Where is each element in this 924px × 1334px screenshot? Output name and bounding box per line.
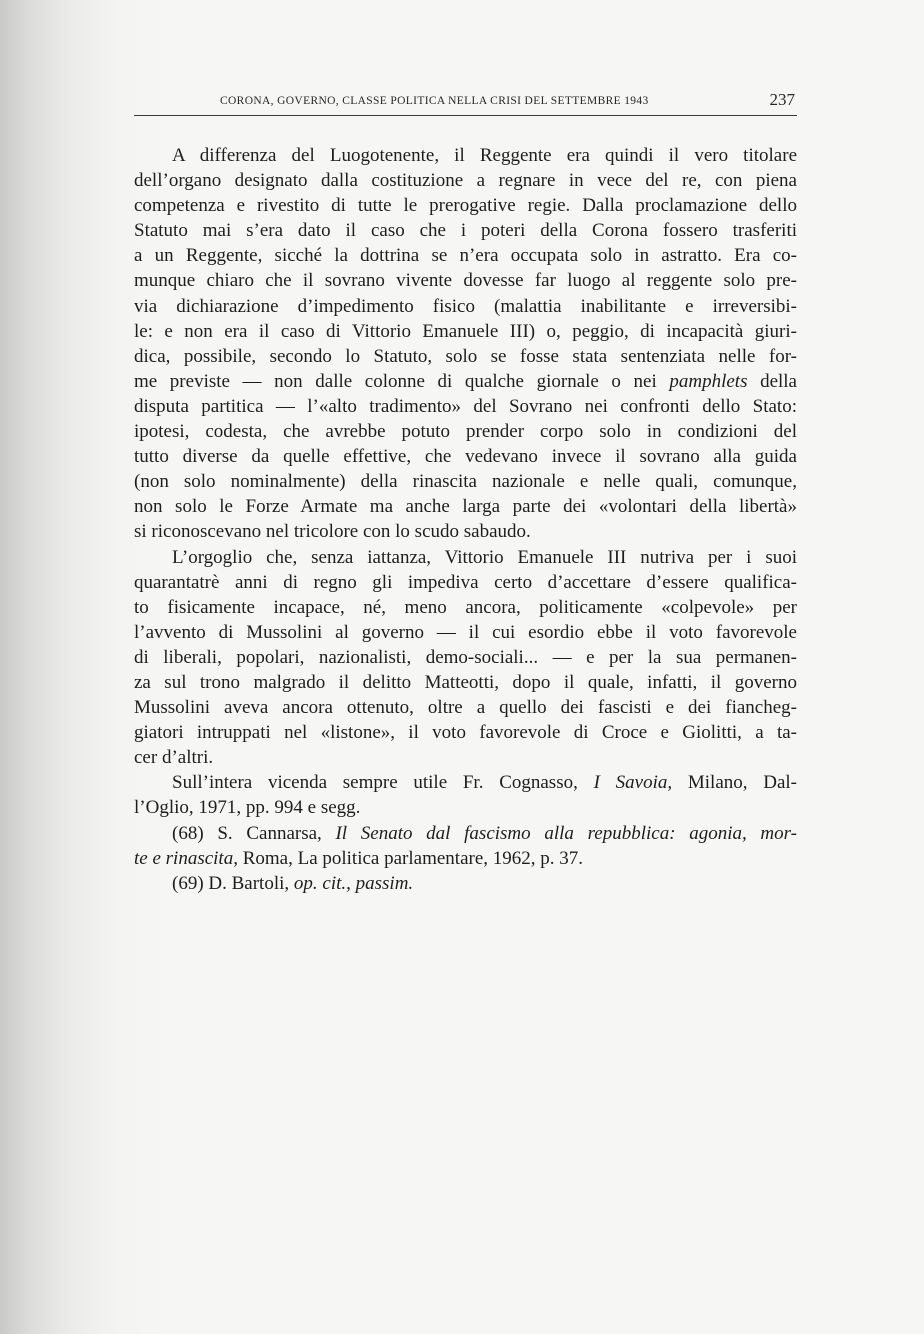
text-line: Statuto mai s’era dato il caso che i poteri della Corona fossero trasferiti bbox=[134, 220, 797, 242]
footnote-69 bbox=[134, 871, 797, 896]
text-line: via dichiarazione d’impedimento fisico (malattia inabilitante e irreversibi- bbox=[134, 295, 797, 317]
book-title: I Savoia, bbox=[593, 772, 673, 794]
text-line: disputa partitica — l’«alto tradimento» del Sovrano nei confronti dello Stato: bbox=[134, 395, 797, 417]
text-segment: Sull’intera vicenda sempre utile Fr. Cognasso, bbox=[172, 772, 594, 794]
text-line: dica, possibile, secondo lo Statuto, solo se fosse stata sentenziata nelle for- bbox=[134, 345, 797, 367]
paragraph-1 bbox=[134, 143, 797, 545]
text-segment: me previste — non dalle colonne di qualche giornale o nei bbox=[134, 370, 670, 392]
text-line: a un Reggente, sicché la dottrina se n’era occupata solo in astratto. Era co- bbox=[134, 245, 797, 267]
text-line: tutto diverse da quelle effettive, che vedevano invece il sovrano alla guida bbox=[134, 446, 797, 468]
text-line-mixed bbox=[134, 846, 797, 871]
text-line: za sul trono malgrado il delitto Matteotti, dopo il quale, infatti, il governo bbox=[134, 671, 797, 693]
text-line: munque chiaro che il sovrano vivente dovesse far luogo al reggente solo pre- bbox=[134, 270, 797, 292]
running-head-title: CORONA, GOVERNO, CLASSE POLITICA NELLA CRISI DEL SETTEMBRE 1943 bbox=[220, 95, 649, 107]
book-title: te e rinascita, bbox=[134, 847, 238, 869]
text-segment: Milano, Dal- bbox=[672, 772, 797, 794]
text-line: quarantatrè anni di regno gli impediva certo d’accettare d’essere qualifica- bbox=[134, 571, 797, 593]
paragraph-3 bbox=[134, 770, 797, 820]
text-line-mixed bbox=[134, 871, 797, 896]
text-line: competenza e rivestito di tutte le prerogative regie. Dalla proclamazione dello bbox=[134, 195, 797, 217]
text-line: (non solo nominalmente) della rinascita nazionale e nelle quali, comunque, bbox=[134, 471, 797, 493]
text-line: di liberali, popolari, nazionalisti, demo-sociali... — e per la sua permanen- bbox=[134, 646, 797, 668]
text-line: dell’organo designato dalla costituzione a regnare in vece del re, con piena bbox=[134, 170, 797, 192]
book-title: Il Senato dal fascismo alla repubblica: agonia, mor- bbox=[335, 822, 797, 844]
text-line: cer d’altri. bbox=[134, 747, 214, 769]
text-line: si riconoscevano nel tricolore con lo scudo sabaudo. bbox=[134, 521, 531, 543]
text-line: l’avvento di Mussolini al governo — il cui esordio ebbe il voto favorevole bbox=[134, 621, 797, 643]
header-rule bbox=[134, 115, 797, 116]
footnote-68 bbox=[134, 821, 797, 871]
text-segment: della bbox=[747, 370, 797, 392]
text-line: giatori intruppati nel «listone», il voto favorevole di Croce e Giolitti, a ta- bbox=[134, 722, 797, 744]
text-line: non solo le Forze Armate ma anche larga parte dei «volontari della libertà» bbox=[134, 496, 797, 518]
text-segment: (69) D. Bartoli, bbox=[172, 872, 294, 894]
body-text bbox=[134, 143, 797, 896]
text-line: Mussolini aveva ancora ottenuto, oltre a quello dei fascisti e dei fiancheg- bbox=[134, 697, 797, 719]
text-line-mixed bbox=[134, 770, 797, 795]
text-segment: (68) S. Cannarsa, bbox=[172, 822, 336, 844]
page-header bbox=[134, 90, 797, 116]
text-line: l’Oglio, 1971, pp. 994 e segg. bbox=[134, 797, 361, 819]
citation-abbreviation: op. cit., passim. bbox=[293, 872, 414, 894]
text-line-mixed bbox=[134, 369, 797, 394]
text-line: A differenza del Luogotenente, il Reggente era quindi il vero titolare bbox=[172, 145, 797, 166]
text-line: L’orgoglio che, senza iattanza, Vittorio Emanuele III nutriva per i suoi bbox=[172, 546, 797, 568]
paragraph-2 bbox=[134, 545, 797, 771]
text-line: le: e non era il caso di Vittorio Emanuele III) o, peggio, di incapacità giuri- bbox=[134, 320, 797, 342]
text-line: ipotesi, codesta, che avrebbe potuto prender corpo solo in condizioni del bbox=[134, 421, 797, 443]
page-number: 237 bbox=[769, 90, 795, 109]
text-line-mixed bbox=[134, 821, 797, 846]
text-line: to fisicamente incapace, né, meno ancora, politicamente «colpevole» per bbox=[134, 596, 797, 618]
text-segment: Roma, La politica parlamentare, 1962, p. 37. bbox=[237, 847, 584, 869]
italic-term: pamphlets bbox=[669, 370, 748, 392]
